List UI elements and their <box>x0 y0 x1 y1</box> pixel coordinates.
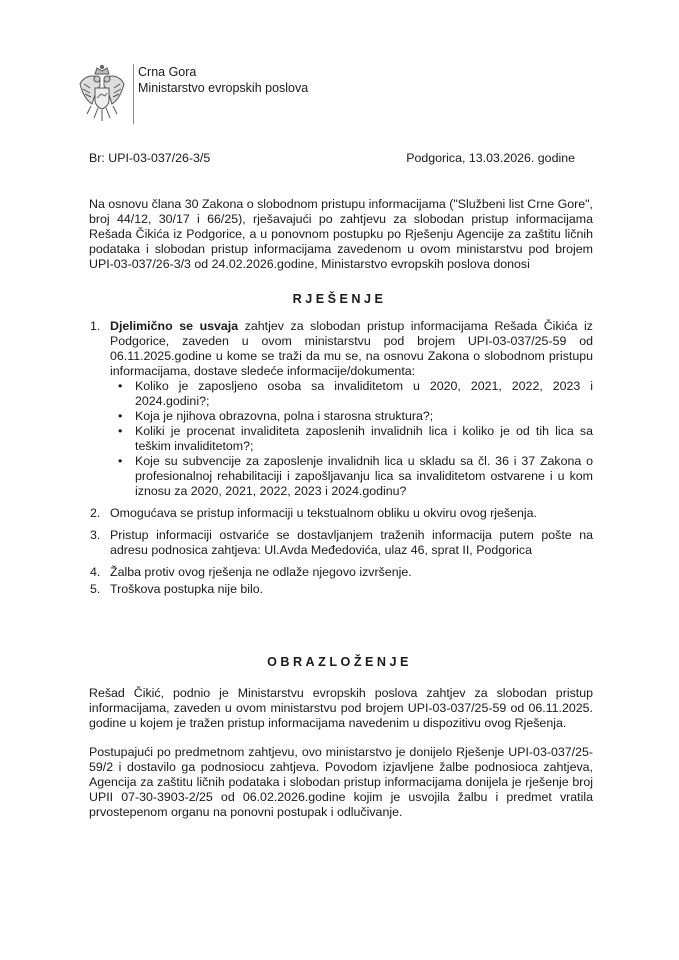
item-text: Pristup informaciji ostvariće se dostavljanjem traženih informacija putem pošte na adresu podnosica zahtjeva: Ul.Avda Međedovića, ulaz 46, sprat II, Podgorica <box>110 528 593 557</box>
reasoning-heading: OBRAZLOŽENJE <box>267 655 412 669</box>
decision-item-3 <box>89 528 593 558</box>
organization-block <box>138 64 308 96</box>
reference-number: Br: UPI-03-037/26-3/5 <box>89 151 211 165</box>
item-text: Omogućava se pristup informaciji u tekstualnom obliku u okviru ovog rješenja. <box>110 506 537 520</box>
item-text: zahtjev za slobodan pristup informacijama Rešada Čikića iz Podgorice, zaveden u ovom ministarstvu pod brojem UPI-03-037/25-59 od 06.11.2025.godine u kome se traži da mu se, na osnovu Zakona o slobodnom pristupu informacijama, dostave sledeće informacije/dokumenta: <box>110 319 593 378</box>
montenegro-coat-of-arms-icon <box>76 64 128 124</box>
item-number: 4. <box>90 565 101 579</box>
decision-heading: RJEŠENJE <box>292 292 387 306</box>
item-number: 3. <box>90 528 101 542</box>
bullet-icon: • <box>118 424 123 438</box>
decision-item-5 <box>89 582 593 597</box>
bullet-text: Koliki je procenat invaliditeta zaposlenih invalidnih lica i koliko je od tih lica sa teškim invaliditetom?; <box>135 424 593 453</box>
bullet-icon: • <box>118 454 123 468</box>
reasoning-paragraph-2: Postupajući po predmetnom zahtjevu, ovo ministarstvo je donijelo Rješenje UPI-03-037/25-59/2 i dostavilo ga podnosiocu zahtjeva. Povodom izjavljene žalbe podnosioca zahtjeva, Agencija za zaštitu ličnih podataka i slobodan pristup informacijama donijela je rješenje broj UPII 07-30-3903-2/25 od 06.02.2026.godine kojim je usvojila žalbu i predmet vratila prvostepenom organu na ponovni postupak i odlučivanje. <box>89 745 593 819</box>
decision-list <box>89 319 593 597</box>
decision-item-1 <box>89 319 593 379</box>
bullet-text: Koje su subvencije za zaposlenje invalidnih lica u skladu sa čl. 36 i 37 Zakona o profesionalnoj rehabilitaciji i zapošljavanju lica sa invaliditetom ostvarene i u kom iznosu za 2020, 2021, 2022, 2023 i 2024.godinu? <box>135 454 593 498</box>
item-number: 2. <box>90 506 101 520</box>
item-number: 5. <box>90 582 101 596</box>
decision-verdict: Djelimično se usvaja <box>110 319 239 333</box>
request-bullet <box>89 424 593 454</box>
decision-item-2 <box>89 506 593 521</box>
place-date: Podgorica, 13.03.2026. godine <box>406 151 575 165</box>
decision-item-4 <box>89 565 593 580</box>
item-text: Žalba protiv ovog rješenja ne odlaže njegovo izvršenje. <box>110 565 412 579</box>
country-name: Crna Gora <box>138 65 197 79</box>
bullet-text: Koja je njihova obrazovna, polna i starosna struktura?; <box>135 409 434 423</box>
ministry-name: Ministarstvo evropskih poslova <box>138 81 309 95</box>
bullet-text: Koliko je zaposljeno osoba sa invaliditetom u 2020, 2021, 2022, 2023 i 2024.godini?; <box>135 379 593 408</box>
item-text: Troškova postupka nije bilo. <box>110 582 264 596</box>
bullet-icon: • <box>118 409 123 423</box>
letterhead-divider <box>133 64 134 124</box>
request-bullet <box>89 454 593 499</box>
request-bullet <box>89 409 593 424</box>
item-number: 1. <box>90 319 101 333</box>
request-bullet <box>89 379 593 409</box>
reasoning-paragraph-1: Rešad Čikić, podnio je Ministarstvu evropskih poslova zahtjev za slobodan pristup informacijama, zaveden u ovom ministarstvu pod brojem UPI-03-037/25-59 od 06.11.2025. godine u kojem je tražen pristup informacijama navedenim u dispozitivu ovog Rješenja. <box>89 686 593 730</box>
intro-paragraph: Na osnovu člana 30 Zakona o slobodnom pristupu informacijama ("Službeni list Crne Gore", broj 44/12, 30/17 i 66/25), rješavajući po zahtjevu za slobodan pristup informacijama Rešada Čikića iz Podgorice, a u ponovnom postupku po Rješenju Agencije za zaštitu ličnih podataka i slobodan pristup informacijama zavedenom u ovom ministarstvu pod brojem UPI-03-037/26-3/3 od 24.02.2026.godine, Ministarstvo evropskih poslova donosi <box>89 197 593 271</box>
bullet-icon: • <box>118 379 123 393</box>
